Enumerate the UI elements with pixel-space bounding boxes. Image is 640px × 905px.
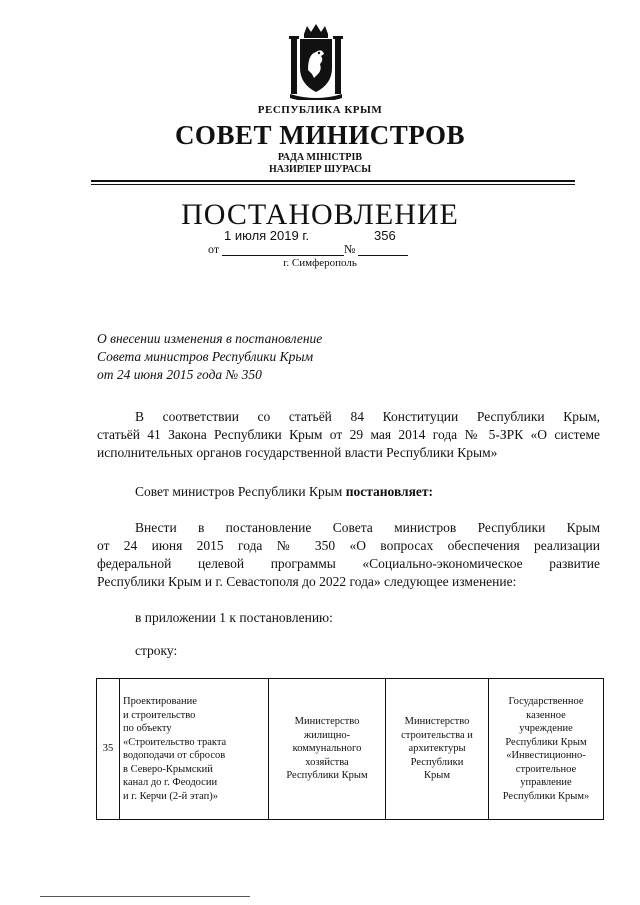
- city: г. Симферополь: [283, 257, 357, 269]
- cell-line: Крым: [424, 770, 450, 782]
- decree-number: 356: [374, 228, 396, 243]
- annex-paragraph: в приложении 1 к постановлению:: [135, 610, 333, 625]
- crimea-coat-of-arms-emblem: [288, 24, 344, 100]
- subject-line: от 24 июня 2015 года № 350: [97, 367, 262, 382]
- paragraph-line: федеральной целевой программы «Социально-экономическое развитие: [97, 556, 600, 571]
- council-name: СОВЕТ МИНИСТРОВ: [174, 120, 466, 150]
- decides-text: Совет министров Республики Крым: [135, 484, 346, 499]
- cell-line: учреждение: [519, 723, 573, 734]
- cell-line: казенное: [526, 709, 566, 721]
- council-name-ukrainian: РАДА МІНІСТРІВ: [277, 152, 363, 163]
- subject-line: Совета министров Республики Крым: [97, 349, 314, 364]
- paragraph-line: Республики Крым и г. Севастополя до 2022 года» следующее изменение:: [97, 574, 517, 589]
- cell-line: Республики Крым»: [502, 790, 590, 802]
- cell-line: Государственное: [508, 696, 584, 707]
- project-cell: [120, 679, 269, 820]
- cell-line: Министерство: [404, 716, 470, 728]
- cell-line: в Северо-Крымский: [123, 763, 213, 775]
- cell-line: строительное: [515, 763, 577, 775]
- paragraph-line: от 24 июня 2015 года № 350 «О вопросах обеспечения реализации: [97, 538, 600, 553]
- number-underline: [358, 255, 408, 256]
- council-name-crimean-tatar: НАЗИРЛЕР ШУРАСЫ: [268, 164, 372, 175]
- cell-line: Республики Крым: [286, 770, 368, 782]
- ministry-construction-cell: [386, 679, 489, 820]
- cell-line: хозяйства: [305, 756, 349, 768]
- decree-title: ПОСТАНОВЛЕНИЕ: [181, 198, 459, 231]
- paragraph-line: исполнительных органов государственной власти Республики Крым»: [97, 445, 498, 460]
- decree-date: 1 июля 2019 г.: [224, 228, 310, 243]
- from-label: от: [208, 242, 220, 256]
- cell-line: жилищно-: [303, 729, 351, 741]
- cell-line: по объекту: [123, 723, 172, 734]
- preamble-paragraph: [97, 408, 600, 462]
- table-row: [97, 679, 604, 820]
- cell-line: Проектирование: [123, 696, 197, 707]
- cell-line: Республики Крым: [505, 736, 587, 748]
- cell-line: и строительство: [123, 709, 196, 721]
- cell-line: строительства и: [401, 729, 473, 741]
- cell-line: канал до г. Феодосии: [123, 777, 218, 788]
- cell-line: «Инвестиционно-: [506, 750, 586, 761]
- cell-line: Министерство: [294, 716, 360, 728]
- paragraph-line: Внести в постановление Совета министров Республики Крым: [135, 520, 600, 535]
- cell-line: коммунального: [292, 743, 362, 755]
- subject-line: О внесении изменения в постановление: [97, 331, 323, 346]
- paragraph-line: В соответствии со статьёй 84 Конституции Республики Крым,: [135, 409, 600, 424]
- paragraph-line: статьёй 41 Закона Республики Крым от 29 мая 2014 года № 5-ЗРК «О системе: [97, 427, 600, 442]
- cell-line: «Строительство тракта: [123, 736, 227, 748]
- footer-divider: [40, 896, 250, 897]
- header-divider-thin: [91, 184, 575, 185]
- date-underline: [222, 255, 344, 256]
- cell-line: водоподачи от сбросов: [123, 750, 226, 761]
- row-paragraph: строку:: [135, 643, 178, 658]
- decides-paragraph: [135, 484, 433, 500]
- amend-paragraph: [97, 519, 600, 591]
- header-divider-thick: [91, 180, 575, 182]
- cell-line: и г. Керчи (2-й этап)»: [123, 790, 218, 802]
- decree-subject: [97, 330, 322, 384]
- decree-date-number: [208, 228, 408, 258]
- decides-bold: постановляет:: [345, 484, 434, 499]
- republic-name: РЕСПУБЛИКА КРЫМ: [257, 104, 383, 116]
- ministry-housing-cell: [269, 679, 386, 820]
- agency-cell: [489, 679, 604, 820]
- cell-line: архитектуры: [408, 743, 466, 755]
- cell-line: Республики: [410, 756, 464, 768]
- number-label: №: [344, 242, 356, 256]
- row-number-cell: 35: [97, 679, 120, 820]
- program-row-table: [96, 678, 604, 820]
- cell-line: управление: [520, 777, 572, 788]
